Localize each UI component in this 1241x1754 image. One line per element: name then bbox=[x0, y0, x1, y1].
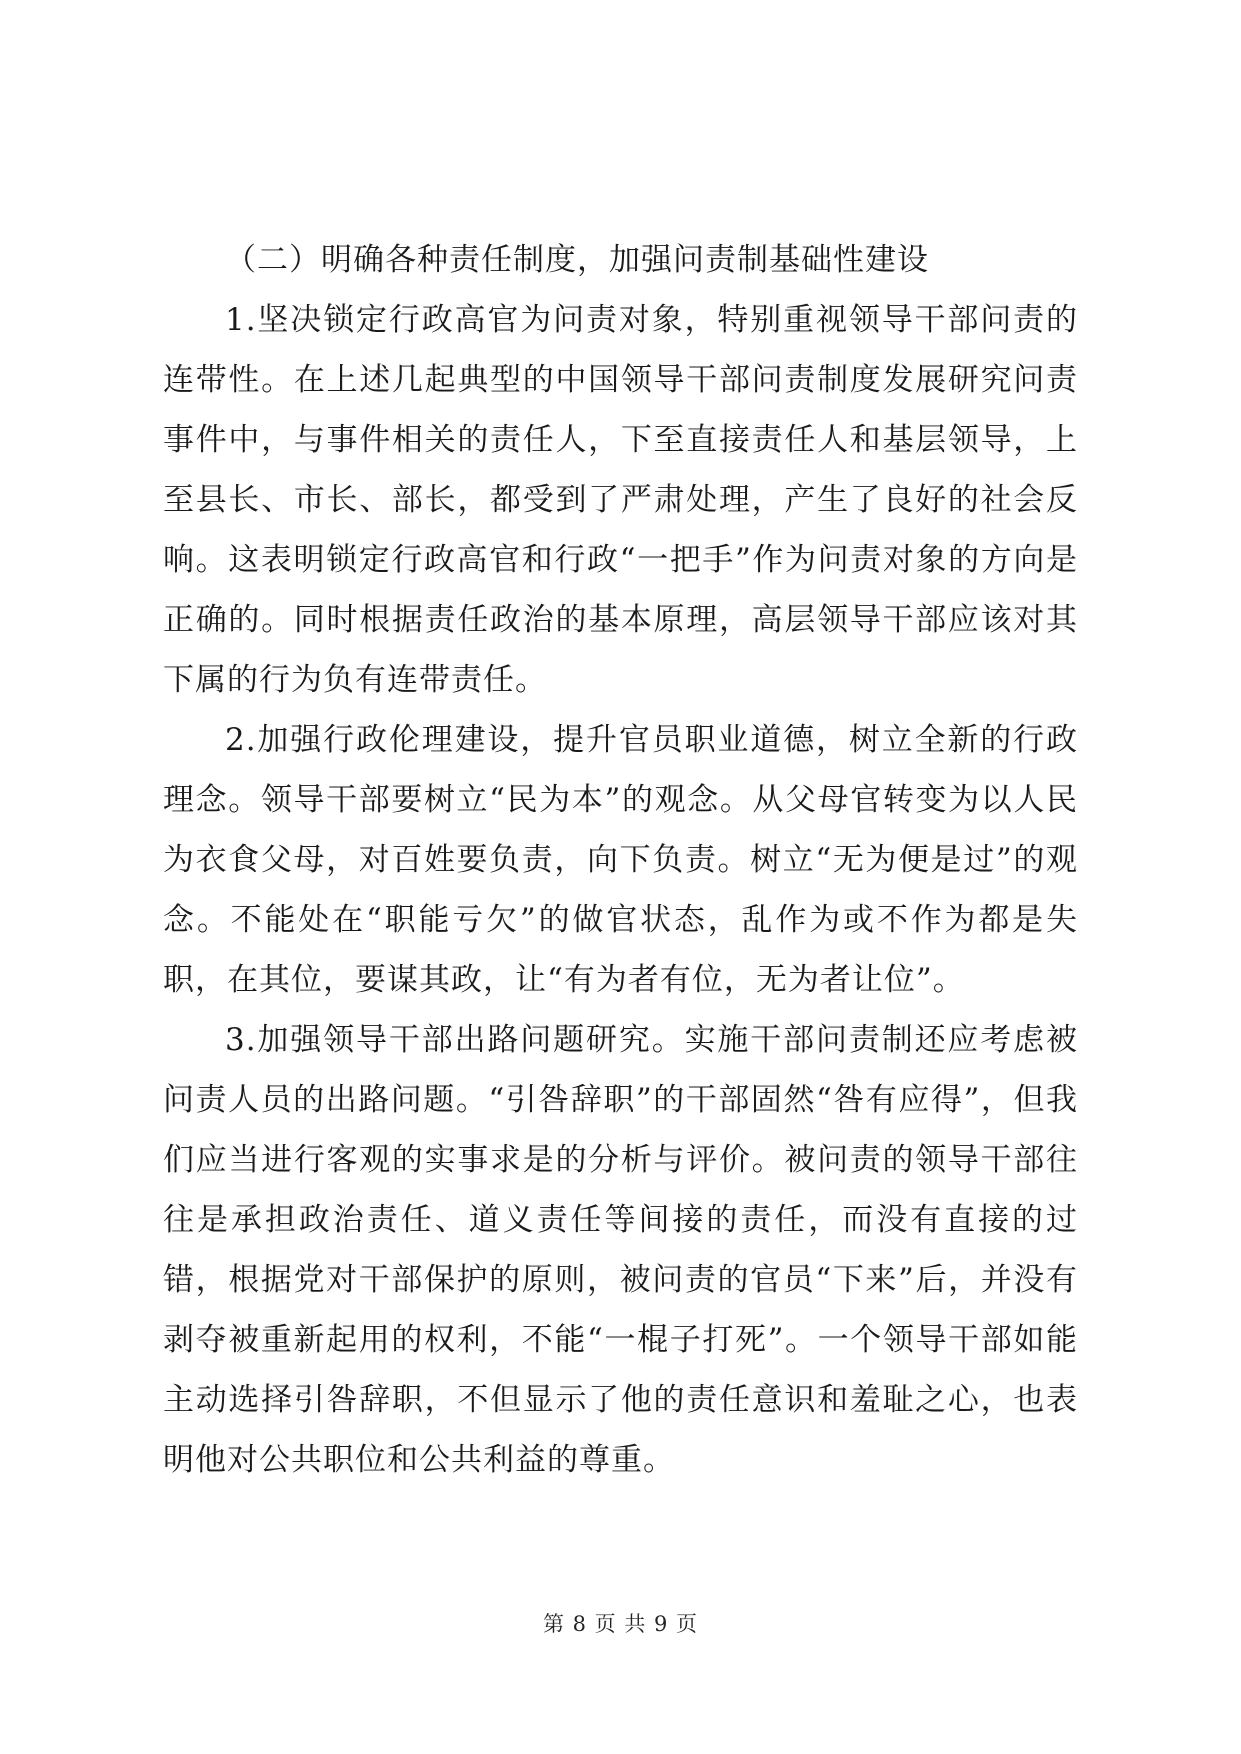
paragraph-2: 2.加强行政伦理建设，提升官员职业道德，树立全新的行政理念。领导干部要树立“民为本”的观念。从父母官转变为以人民为衣食父母，对百姓要负责，向下负责。树立“无为便是过”的观念。不能处在“职能亏欠”的做官状态，乱作为或不作为都是失职，在其位，要谋其政，让“有为者有位，无为者让位”。 bbox=[163, 722, 1078, 998]
paragraph-3: 3.加强领导干部出路问题研究。实施干部问责制还应考虑被问责人员的出路问题。“引咎辞职”的干部固然“咎有应得”，但我们应当进行客观的实事求是的分析与评价。被问责的领导干部往往是承担政治责任、道义责任等间接的责任，而没有直接的过错，根据党对干部保护的原则，被问责的官员“下来”后，并没有剥夺被重新起用的权利，不能“一棍子打死”。一个领导干部如能主动选择引咎辞职，不但显示了他的责任意识和羞耻之心，也表明他对公共职位和公共利益的尊重。 bbox=[163, 1022, 1078, 1478]
document-body bbox=[163, 230, 1078, 1490]
page-number-footer: 第 8 页 共 9 页 bbox=[542, 1612, 699, 1636]
section-heading: （二）明确各种责任制度，加强问责制基础性建设 bbox=[225, 242, 929, 278]
paragraph-1: 1.坚决锁定行政高官为问责对象，特别重视领导干部问责的连带性。在上述几起典型的中国领导干部问责制度发展研究问责事件中，与事件相关的责任人，下至直接责任人和基层领导，上至县长、市长、部长，都受到了严肃处理，产生了良好的社会反响。这表明锁定行政高官和行政“一把手”作为问责对象的方向是正确的。同时根据责任政治的基本原理，高层领导干部应该对其下属的行为负有连带责任。 bbox=[163, 302, 1078, 698]
